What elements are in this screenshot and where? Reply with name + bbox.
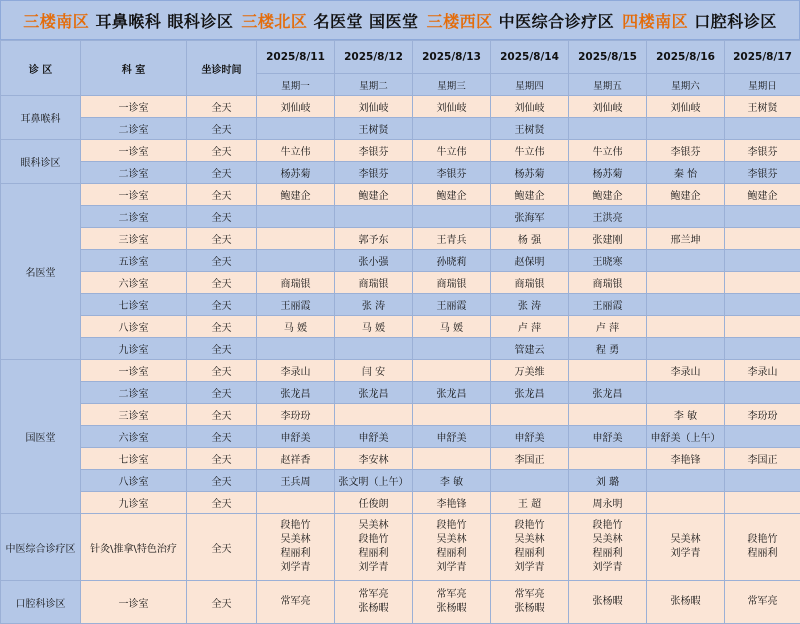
doctor-cell: 王 超 bbox=[491, 492, 569, 514]
doctor-cell bbox=[257, 492, 335, 514]
doctor-cell bbox=[647, 294, 725, 316]
doctor-cell: 王洪亮 bbox=[569, 206, 647, 228]
header-area: 诊 区 bbox=[1, 41, 81, 96]
doctor-name: 张杨暇 bbox=[647, 595, 724, 609]
doctor-cell bbox=[413, 448, 491, 470]
doctor-cell: 王树贤 bbox=[335, 118, 413, 140]
table-row bbox=[1, 404, 800, 426]
schedule-table bbox=[0, 40, 800, 624]
doctor-name: 吴美林 bbox=[335, 519, 412, 533]
table-row bbox=[1, 140, 800, 162]
doctor-cell: 李 敏 bbox=[413, 470, 491, 492]
doctor-cell bbox=[725, 228, 800, 250]
header-time: 坐诊时间 bbox=[187, 41, 257, 96]
doctor-cell: 程 勇 bbox=[569, 338, 647, 360]
doctor-cell: 商瑞银 bbox=[257, 272, 335, 294]
doctor-name: 程丽利 bbox=[413, 547, 490, 561]
room-cell: 八诊室 bbox=[81, 316, 187, 338]
doctor-cell: 卢 萍 bbox=[569, 316, 647, 338]
doctor-name: 吴美林 bbox=[647, 533, 724, 547]
table-row bbox=[1, 206, 800, 228]
doctor-name: 张杨暇 bbox=[569, 595, 646, 609]
doctor-name: 刘学青 bbox=[413, 561, 490, 575]
doctor-cell bbox=[491, 404, 569, 426]
doctor-cell bbox=[647, 514, 725, 581]
table-row bbox=[1, 360, 800, 382]
header-room: 科 室 bbox=[81, 41, 187, 96]
table-row bbox=[1, 448, 800, 470]
table-row bbox=[1, 382, 800, 404]
doctor-cell: 杨苏菊 bbox=[569, 162, 647, 184]
group-name: 口腔科诊区 bbox=[1, 581, 81, 624]
doctor-cell: 郭予东 bbox=[335, 228, 413, 250]
doctor-cell: 王树贤 bbox=[725, 96, 800, 118]
table-row bbox=[1, 294, 800, 316]
doctor-cell: 赵祥香 bbox=[257, 448, 335, 470]
time-cell: 全天 bbox=[187, 184, 257, 206]
doctor-name: 吴美林 bbox=[491, 533, 568, 547]
time-cell: 全天 bbox=[187, 382, 257, 404]
doctor-cell: 任俊朗 bbox=[335, 492, 413, 514]
header-weekday: 星期二 bbox=[335, 74, 413, 96]
room-cell: 一诊室 bbox=[81, 184, 187, 206]
doctor-name: 常军亮 bbox=[491, 588, 568, 602]
title-segment bbox=[23, 9, 233, 32]
doctor-cell bbox=[335, 514, 413, 581]
doctor-cell bbox=[335, 206, 413, 228]
doctor-cell: 李艳锋 bbox=[413, 492, 491, 514]
time-cell: 全天 bbox=[187, 360, 257, 382]
title-zone: 四楼南区 bbox=[622, 12, 688, 31]
doctor-cell: 杨苏菊 bbox=[257, 162, 335, 184]
doctor-name: 张杨暇 bbox=[491, 602, 568, 616]
doctor-cell bbox=[413, 206, 491, 228]
doctor-cell bbox=[647, 581, 725, 624]
doctor-name: 吴美林 bbox=[569, 533, 646, 547]
table-row bbox=[1, 272, 800, 294]
doctor-cell: 邢兰坤 bbox=[647, 228, 725, 250]
doctor-cell bbox=[257, 250, 335, 272]
doctor-cell: 鲍建企 bbox=[257, 184, 335, 206]
doctor-cell: 鲍建企 bbox=[647, 184, 725, 206]
doctor-name: 吴美林 bbox=[257, 533, 334, 547]
doctor-cell: 申舒美 bbox=[257, 426, 335, 448]
room-cell: 七诊室 bbox=[81, 448, 187, 470]
doctor-cell: 商瑞银 bbox=[413, 272, 491, 294]
doctor-cell bbox=[725, 470, 800, 492]
doctor-name: 段艳竹 bbox=[413, 519, 490, 533]
doctor-cell: 商瑞银 bbox=[491, 272, 569, 294]
room-cell: 七诊室 bbox=[81, 294, 187, 316]
doctor-cell: 刘仙岐 bbox=[257, 96, 335, 118]
doctor-cell: 杨 强 bbox=[491, 228, 569, 250]
time-cell: 全天 bbox=[187, 96, 257, 118]
doctor-cell bbox=[257, 118, 335, 140]
doctor-cell bbox=[257, 206, 335, 228]
doctor-cell bbox=[725, 272, 800, 294]
doctor-cell: 张海军 bbox=[491, 206, 569, 228]
doctor-cell: 刘仙岐 bbox=[335, 96, 413, 118]
doctor-cell bbox=[647, 118, 725, 140]
doctor-name: 段艳竹 bbox=[569, 519, 646, 533]
doctor-cell bbox=[647, 250, 725, 272]
doctor-cell: 李国正 bbox=[491, 448, 569, 470]
table-row bbox=[1, 426, 800, 448]
doctor-cell: 王丽霞 bbox=[413, 294, 491, 316]
table-row bbox=[1, 184, 800, 206]
doctor-cell: 李银芬 bbox=[413, 162, 491, 184]
doctor-cell: 李录山 bbox=[257, 360, 335, 382]
doctor-cell bbox=[569, 448, 647, 470]
doctor-cell: 鲍建企 bbox=[491, 184, 569, 206]
group-name: 名医堂 bbox=[1, 184, 81, 360]
doctor-cell bbox=[725, 294, 800, 316]
title-zone: 三楼北区 bbox=[241, 12, 307, 31]
title-departments: 口腔科诊区 bbox=[694, 12, 777, 31]
doctor-cell bbox=[647, 272, 725, 294]
doctor-cell: 张 涛 bbox=[335, 294, 413, 316]
time-cell: 全天 bbox=[187, 470, 257, 492]
doctor-name: 段艳竹 bbox=[335, 533, 412, 547]
doctor-cell bbox=[569, 360, 647, 382]
doctor-name: 常军亮 bbox=[335, 588, 412, 602]
doctor-cell: 申舒美 bbox=[491, 426, 569, 448]
doctor-cell bbox=[569, 514, 647, 581]
doctor-cell bbox=[257, 338, 335, 360]
time-cell: 全天 bbox=[187, 228, 257, 250]
time-cell: 全天 bbox=[187, 426, 257, 448]
doctor-name: 常军亮 bbox=[257, 595, 334, 609]
title-departments: 耳鼻喉科 眼科诊区 bbox=[95, 12, 233, 31]
doctor-cell: 孙晓莉 bbox=[413, 250, 491, 272]
doctor-cell bbox=[647, 316, 725, 338]
doctor-cell bbox=[491, 581, 569, 624]
doctor-name: 程丽利 bbox=[257, 547, 334, 561]
doctor-cell: 王丽霞 bbox=[257, 294, 335, 316]
room-cell: 二诊室 bbox=[81, 162, 187, 184]
doctor-cell: 张文明（上午） bbox=[335, 470, 413, 492]
time-cell: 全天 bbox=[187, 448, 257, 470]
doctor-cell: 申舒美 bbox=[335, 426, 413, 448]
doctor-cell: 李银芬 bbox=[335, 162, 413, 184]
doctor-cell bbox=[257, 581, 335, 624]
doctor-cell bbox=[569, 404, 647, 426]
doctor-cell: 张 涛 bbox=[491, 294, 569, 316]
doctor-cell: 马 媛 bbox=[413, 316, 491, 338]
header-weekday: 星期六 bbox=[647, 74, 725, 96]
doctor-cell: 申舒美 bbox=[569, 426, 647, 448]
doctor-name: 刘学青 bbox=[491, 561, 568, 575]
doctor-name: 程丽利 bbox=[569, 547, 646, 561]
header-date: 2025/8/14 bbox=[491, 41, 569, 74]
header-date: 2025/8/16 bbox=[647, 41, 725, 74]
time-cell: 全天 bbox=[187, 492, 257, 514]
doctor-cell bbox=[335, 338, 413, 360]
doctor-cell: 李银芬 bbox=[725, 162, 800, 184]
doctor-cell bbox=[413, 404, 491, 426]
doctor-cell bbox=[725, 581, 800, 624]
doctor-cell: 刘 璐 bbox=[569, 470, 647, 492]
doctor-name: 刘学青 bbox=[257, 561, 334, 575]
doctor-cell bbox=[647, 206, 725, 228]
doctor-cell: 赵保明 bbox=[491, 250, 569, 272]
doctor-cell: 鲍建企 bbox=[569, 184, 647, 206]
time-cell: 全天 bbox=[187, 272, 257, 294]
room-cell: 二诊室 bbox=[81, 206, 187, 228]
doctor-cell bbox=[257, 228, 335, 250]
room-cell: 二诊室 bbox=[81, 118, 187, 140]
doctor-cell: 闫 安 bbox=[335, 360, 413, 382]
title-segment bbox=[427, 9, 615, 32]
table-row bbox=[1, 96, 800, 118]
title-zone: 三楼南区 bbox=[23, 12, 89, 31]
doctor-cell: 牛立伟 bbox=[569, 140, 647, 162]
doctor-cell: 牛立伟 bbox=[491, 140, 569, 162]
doctor-cell: 刘仙岐 bbox=[491, 96, 569, 118]
time-cell: 全天 bbox=[187, 294, 257, 316]
doctor-cell: 张龙昌 bbox=[569, 382, 647, 404]
doctor-cell: 马 媛 bbox=[257, 316, 335, 338]
header-date: 2025/8/11 bbox=[257, 41, 335, 74]
time-cell: 全天 bbox=[187, 206, 257, 228]
doctor-cell: 张小强 bbox=[335, 250, 413, 272]
doctor-cell: 管建云 bbox=[491, 338, 569, 360]
room-cell: 一诊室 bbox=[81, 360, 187, 382]
room-cell: 二诊室 bbox=[81, 382, 187, 404]
doctor-cell bbox=[413, 338, 491, 360]
doctor-cell: 张龙昌 bbox=[335, 382, 413, 404]
doctor-cell: 王丽霞 bbox=[569, 294, 647, 316]
time-cell: 全天 bbox=[187, 140, 257, 162]
doctor-cell bbox=[647, 382, 725, 404]
table-row bbox=[1, 338, 800, 360]
doctor-cell: 牛立伟 bbox=[257, 140, 335, 162]
table-row bbox=[1, 250, 800, 272]
doctor-cell: 李录山 bbox=[725, 360, 800, 382]
doctor-cell: 王晓寒 bbox=[569, 250, 647, 272]
doctor-cell bbox=[569, 118, 647, 140]
title-departments: 名医堂 国医堂 bbox=[313, 12, 418, 31]
doctor-cell: 李艳锋 bbox=[647, 448, 725, 470]
header-date: 2025/8/17 bbox=[725, 41, 800, 74]
doctor-cell bbox=[725, 206, 800, 228]
table-row bbox=[1, 514, 800, 581]
doctor-cell bbox=[725, 250, 800, 272]
doctor-cell: 秦 怡 bbox=[647, 162, 725, 184]
table-row bbox=[1, 162, 800, 184]
group-name: 国医堂 bbox=[1, 360, 81, 514]
doctor-cell bbox=[335, 581, 413, 624]
time-cell: 全天 bbox=[187, 514, 257, 581]
doctor-cell: 刘仙岐 bbox=[569, 96, 647, 118]
doctor-cell bbox=[725, 338, 800, 360]
doctor-cell: 鲍建企 bbox=[413, 184, 491, 206]
table-row bbox=[1, 316, 800, 338]
doctor-cell bbox=[647, 338, 725, 360]
doctor-name: 段艳竹 bbox=[257, 519, 334, 533]
doctor-cell bbox=[725, 426, 800, 448]
title-departments: 中医综合诊疗区 bbox=[499, 12, 615, 31]
doctor-cell bbox=[725, 514, 800, 581]
doctor-cell: 鲍建企 bbox=[335, 184, 413, 206]
doctor-cell: 李玢玢 bbox=[725, 404, 800, 426]
room-cell: 针灸\推拿\特色治疗 bbox=[81, 514, 187, 581]
doctor-cell: 商瑞银 bbox=[569, 272, 647, 294]
doctor-name: 张杨暇 bbox=[413, 602, 490, 616]
doctor-name: 常军亮 bbox=[725, 595, 800, 609]
doctor-cell bbox=[491, 514, 569, 581]
doctor-cell: 刘仙岐 bbox=[413, 96, 491, 118]
room-cell: 九诊室 bbox=[81, 338, 187, 360]
doctor-name: 张杨暇 bbox=[335, 602, 412, 616]
doctor-cell: 卢 萍 bbox=[491, 316, 569, 338]
doctor-cell bbox=[725, 316, 800, 338]
doctor-name: 段艳竹 bbox=[491, 519, 568, 533]
doctor-cell bbox=[491, 470, 569, 492]
doctor-cell bbox=[725, 118, 800, 140]
doctor-name: 常军亮 bbox=[413, 588, 490, 602]
doctor-cell: 李银芬 bbox=[725, 140, 800, 162]
doctor-cell: 张龙昌 bbox=[257, 382, 335, 404]
doctor-cell: 王兵周 bbox=[257, 470, 335, 492]
doctor-cell: 张龙昌 bbox=[413, 382, 491, 404]
header-date: 2025/8/12 bbox=[335, 41, 413, 74]
doctor-cell: 张建刚 bbox=[569, 228, 647, 250]
room-cell: 六诊室 bbox=[81, 272, 187, 294]
doctor-cell: 商瑞银 bbox=[335, 272, 413, 294]
group-name: 中医综合诊疗区 bbox=[1, 514, 81, 581]
doctor-cell: 王树贤 bbox=[491, 118, 569, 140]
time-cell: 全天 bbox=[187, 581, 257, 624]
header-weekday: 星期五 bbox=[569, 74, 647, 96]
doctor-cell: 牛立伟 bbox=[413, 140, 491, 162]
doctor-cell: 李国正 bbox=[725, 448, 800, 470]
doctor-cell: 李玢玢 bbox=[257, 404, 335, 426]
room-cell: 三诊室 bbox=[81, 404, 187, 426]
time-cell: 全天 bbox=[187, 404, 257, 426]
room-cell: 一诊室 bbox=[81, 140, 187, 162]
room-cell: 九诊室 bbox=[81, 492, 187, 514]
group-name: 耳鼻喉科 bbox=[1, 96, 81, 140]
title-segment bbox=[241, 9, 418, 32]
table-row bbox=[1, 581, 800, 624]
doctor-cell bbox=[725, 382, 800, 404]
doctor-name: 段艳竹 bbox=[725, 533, 800, 547]
table-row bbox=[1, 118, 800, 140]
doctor-cell: 王青兵 bbox=[413, 228, 491, 250]
header-weekday: 星期三 bbox=[413, 74, 491, 96]
room-cell: 五诊室 bbox=[81, 250, 187, 272]
room-cell: 一诊室 bbox=[81, 581, 187, 624]
doctor-cell: 杨苏菊 bbox=[491, 162, 569, 184]
header-weekday: 星期日 bbox=[725, 74, 800, 96]
doctor-name: 程丽利 bbox=[725, 547, 800, 561]
doctor-name: 程丽利 bbox=[335, 547, 412, 561]
doctor-cell: 刘仙岐 bbox=[647, 96, 725, 118]
group-name: 眼科诊区 bbox=[1, 140, 81, 184]
table-row bbox=[1, 470, 800, 492]
doctor-cell: 马 媛 bbox=[335, 316, 413, 338]
doctor-cell: 申舒美 bbox=[413, 426, 491, 448]
doctor-cell: 万美维 bbox=[491, 360, 569, 382]
doctor-cell bbox=[413, 514, 491, 581]
table-row bbox=[1, 228, 800, 250]
doctor-cell: 张龙昌 bbox=[491, 382, 569, 404]
doctor-cell bbox=[725, 492, 800, 514]
header-date: 2025/8/15 bbox=[569, 41, 647, 74]
doctor-cell: 申舒美（上午） bbox=[647, 426, 725, 448]
doctor-name: 刘学青 bbox=[569, 561, 646, 575]
doctor-cell bbox=[569, 581, 647, 624]
title-segment bbox=[622, 9, 777, 32]
doctor-name: 刘学青 bbox=[335, 561, 412, 575]
doctor-cell bbox=[647, 492, 725, 514]
doctor-cell: 李录山 bbox=[647, 360, 725, 382]
doctor-cell bbox=[257, 514, 335, 581]
room-cell: 三诊室 bbox=[81, 228, 187, 250]
doctor-name: 吴美林 bbox=[413, 533, 490, 547]
time-cell: 全天 bbox=[187, 316, 257, 338]
header-date: 2025/8/13 bbox=[413, 41, 491, 74]
doctor-cell: 李银芬 bbox=[647, 140, 725, 162]
time-cell: 全天 bbox=[187, 338, 257, 360]
time-cell: 全天 bbox=[187, 250, 257, 272]
doctor-cell: 周永明 bbox=[569, 492, 647, 514]
table-row bbox=[1, 492, 800, 514]
time-cell: 全天 bbox=[187, 118, 257, 140]
title-zone: 三楼西区 bbox=[427, 12, 493, 31]
header-weekday: 星期一 bbox=[257, 74, 335, 96]
room-cell: 一诊室 bbox=[81, 96, 187, 118]
doctor-cell: 李银芬 bbox=[335, 140, 413, 162]
doctor-cell bbox=[647, 470, 725, 492]
header-weekday: 星期四 bbox=[491, 74, 569, 96]
page-title bbox=[0, 0, 800, 40]
doctor-cell: 鲍建企 bbox=[725, 184, 800, 206]
doctor-cell bbox=[413, 360, 491, 382]
doctor-cell bbox=[413, 118, 491, 140]
room-cell: 六诊室 bbox=[81, 426, 187, 448]
doctor-name: 程丽利 bbox=[491, 547, 568, 561]
doctor-cell: 李安林 bbox=[335, 448, 413, 470]
doctor-cell bbox=[413, 581, 491, 624]
doctor-cell bbox=[335, 404, 413, 426]
doctor-name: 刘学青 bbox=[647, 547, 724, 561]
time-cell: 全天 bbox=[187, 162, 257, 184]
doctor-cell: 李 敏 bbox=[647, 404, 725, 426]
room-cell: 八诊室 bbox=[81, 470, 187, 492]
